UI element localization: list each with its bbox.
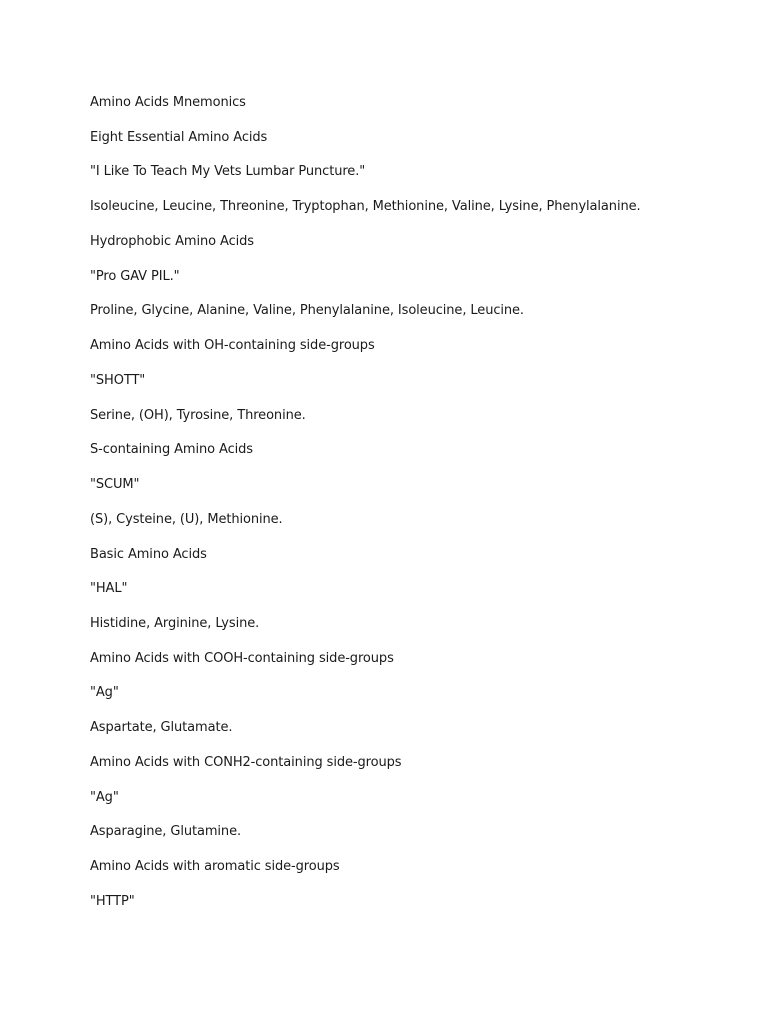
list-oh: Serine, (OH), Tyrosine, Threonine. xyxy=(90,407,306,423)
section-heading-conh2: Amino Acids with CONH2-containing side-groups xyxy=(90,754,402,770)
list-basic: Histidine, Arginine, Lysine. xyxy=(90,616,260,632)
section-heading-hydrophobic: Hydrophobic Amino Acids xyxy=(90,233,254,249)
mnemonic-aromatic: "HTTP" xyxy=(90,893,135,909)
list-hydrophobic: Proline, Glycine, Alanine, Valine, Phenylalanine, Isoleucine, Leucine. xyxy=(90,303,524,319)
document-body xyxy=(90,93,730,927)
list-essential: Isoleucine, Leucine, Threonine, Tryptophan, Methionine, Valine, Lysine, Phenylalanine. xyxy=(90,199,641,215)
section-heading-sulfur: S-containing Amino Acids xyxy=(90,442,253,458)
mnemonic-cooh: "Ag" xyxy=(90,685,119,701)
section-heading-oh: Amino Acids with OH-containing side-groups xyxy=(90,338,375,354)
list-cooh: Aspartate, Glutamate. xyxy=(90,720,233,736)
mnemonic-essential: "I Like To Teach My Vets Lumbar Puncture." xyxy=(90,164,366,180)
mnemonic-hydrophobic: "Pro GAV PIL." xyxy=(90,268,180,284)
mnemonic-basic: "HAL" xyxy=(90,581,128,597)
list-sulfur: (S), Cysteine, (U), Methionine. xyxy=(90,511,283,527)
document-title: Amino Acids Mnemonics xyxy=(90,95,246,110)
mnemonic-sulfur: "SCUM" xyxy=(90,477,140,493)
section-heading-basic: Basic Amino Acids xyxy=(90,546,207,562)
section-heading-aromatic: Amino Acids with aromatic side-groups xyxy=(90,859,340,875)
section-heading-cooh: Amino Acids with COOH-containing side-groups xyxy=(90,650,394,666)
list-conh2: Asparagine, Glutamine. xyxy=(90,824,241,840)
section-heading-essential: Eight Essential Amino Acids xyxy=(90,129,268,145)
mnemonic-conh2: "Ag" xyxy=(90,789,119,805)
mnemonic-oh: "SHOTT" xyxy=(90,372,146,388)
